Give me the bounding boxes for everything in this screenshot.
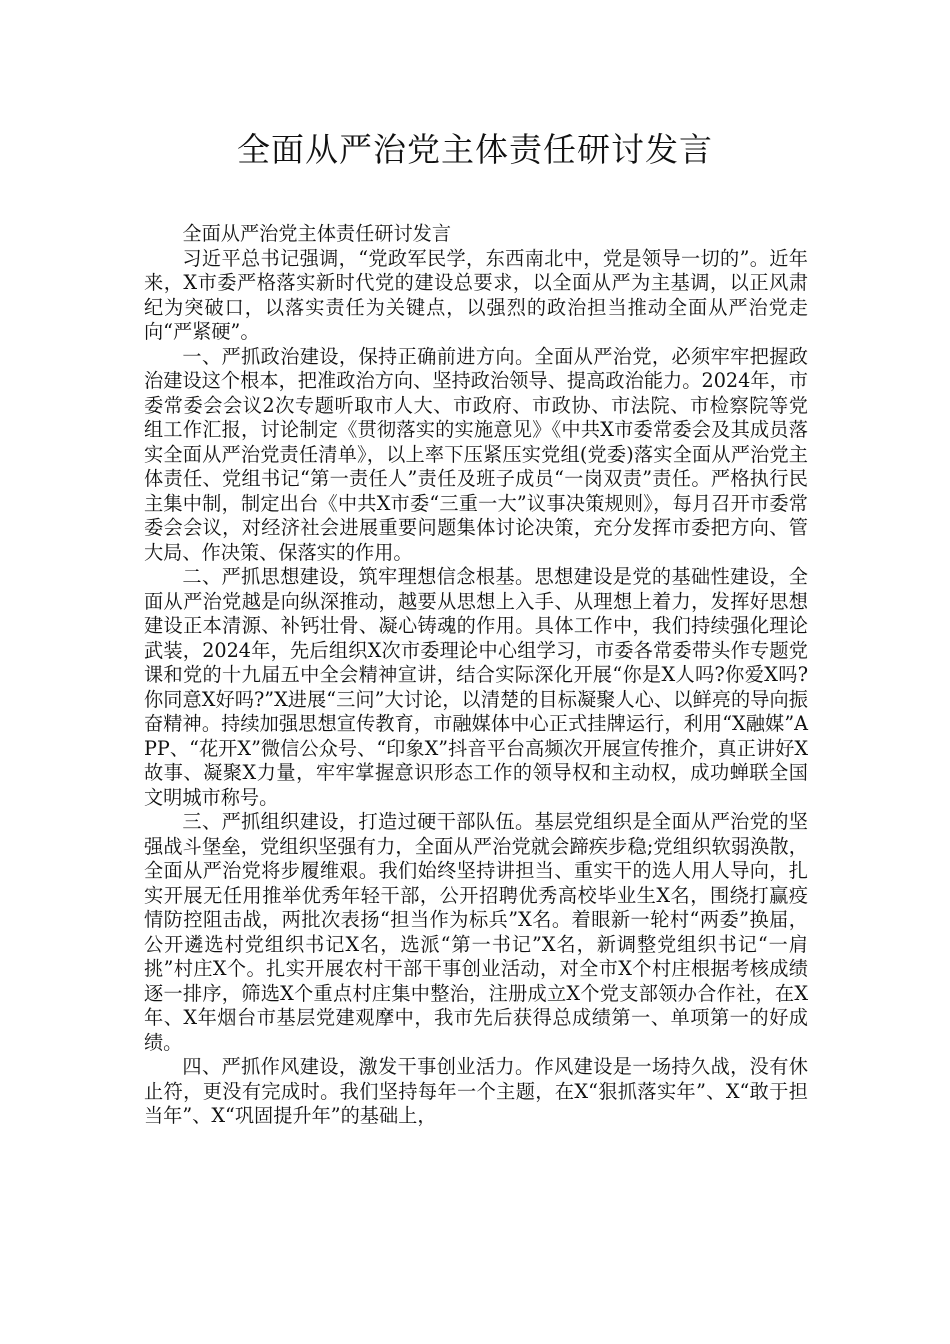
paragraph-work-style-building: 四、严抓作风建设，激发干事创业活力。作风建设是一场持久战，没有休止符，更没有完成时。我们坚持每年一个主题，在X“狠抓落实年”、X“敢于担当年”、X“巩固提升年”的基础上， [144, 1055, 808, 1127]
document-subtitle: 全面从严治党主体责任研讨发言 [182, 222, 452, 245]
paragraph-political-building: 一、严抓政治建设，保持正确前进方向。全面从严治党，必须牢牢把握政治建设这个根本，把准政治方向、坚持政治领导、提高政治能力。2024年，市委常委会会议2次专题听取市人大、市政府、市政协、市法院、市检察院等党组工作汇报，讨论制定《贯彻落实的实施意见》《中共X市委常委会及其成员落实全面从严治党责任清单》，以上率下压紧压实党组(党委)落实全面从严治党主体责任、党组书记“第一责任人”责任及班子成员“一岗双责”责任。严格执行民主集中制，制定出台《中共X市委“三重一大”议事决策规则》，每月召开市委常委会会议，对经济社会进展重要问题集体讨论决策，充分发挥市委把方向、管大局、作决策、保落实的作用。 [144, 344, 808, 564]
document-body [144, 222, 808, 1129]
paragraph-organizational-building: 三、严抓组织建设，打造过硬干部队伍。基层党组织是全面从严治党的坚强战斗堡垒，党组织坚强有力，全面从严治党就会蹄疾步稳;党组织软弱涣散，全面从严治党将步履维艰。我们始终坚持讲担当、重实干的选人用人导向，扎实开展无任用推举优秀年轻干部，公开招聘优秀高校毕业生X名，围绕打赢疫情防控阻击战，两批次表扬“担当作为标兵”X名。着眼新一轮村“两委”换届，公开遴选村党组织书记X名，选派“第一书记”X名，新调整党组织书记“一肩挑”村庄X个。扎实开展农村干部干事创业活动，对全市X个村庄根据考核成绩逐一排序，筛选X个重点村庄集中整治，注册成立X个党支部领办合作社，在X年、X年烟台市基层党建观摩中，我市先后获得总成绩第一、单项第一的好成绩。 [144, 810, 808, 1054]
paragraph-intro: 习近平总书记强调，“党政军民学，东西南北中，党是领导一切的”。近年来，X市委严格落实新时代党的建设总要求，以全面从严为主基调，以正风肃纪为突破口，以落实责任为关键点，以强烈的政治担当推动全面从严治党走向“严紧硬”。 [144, 246, 808, 343]
document-title: 全面从严治党主体责任研讨发言 [237, 130, 713, 169]
paragraph-ideological-building: 二、严抓思想建设，筑牢理想信念根基。思想建设是党的基础性建设，全面从严治党越是向纵深推动，越要从思想上入手、从理想上着力，发挥好思想建设正本清源、补钙壮骨、凝心铸魂的作用。具体工作中，我们持续强化理论武装，2024年，先后组织X次市委理论中心组学习，市委各常委带头作专题党课和党的十九届五中全会精神宣讲，结合实际深化开展“你是X人吗?你爱X吗?你同意X好吗?”X进展“三问”大讨论，以清楚的目标凝聚人心、以鲜亮的导向振奋精神。持续加强思想宣传教育，市融媒体中心正式挂牌运行，利用“X融媒”APP、“花开X”微信公众号、“印象X”抖音平台高频次开展宣传推介，真正讲好X故事、凝聚X力量，牢牢掌握意识形态工作的领导权和主动权，成功蝉联全国文明城市称号。 [144, 565, 808, 809]
